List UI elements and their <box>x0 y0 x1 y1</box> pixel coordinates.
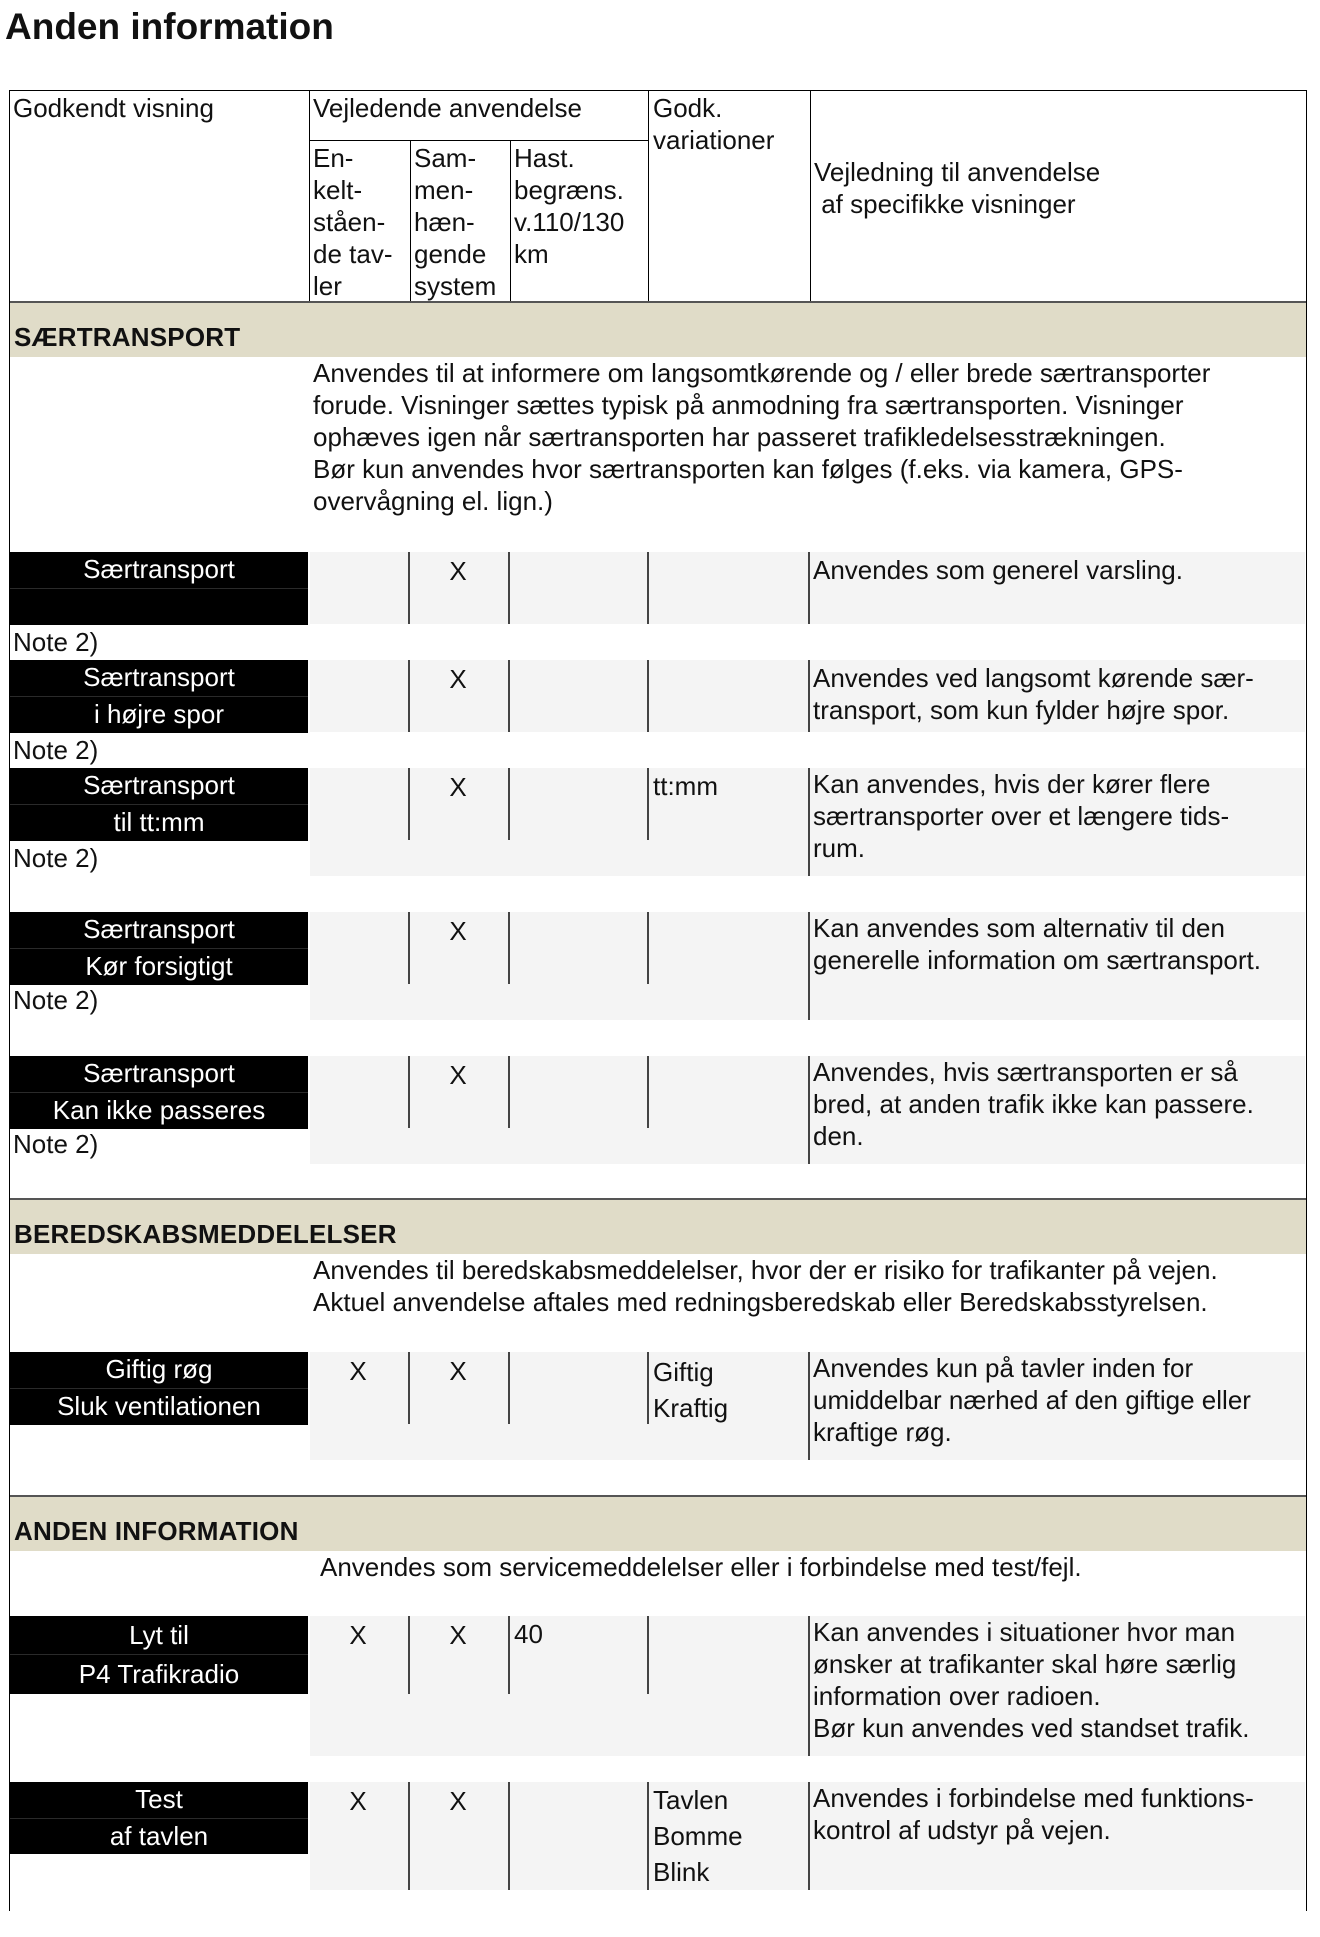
sign-giftig-roeg: Giftig røg Sluk ventilationen <box>10 1352 308 1425</box>
guidance-text: Kan anvendes, hvis der kører flere særtransporter over et længere tids- rum. <box>813 769 1230 863</box>
section-description: Anvendes til beredskabsmeddelelser, hvor der er risiko for trafikanter på vejen. Aktuel anvendelse aftales med redningsberedskab eller Beredskabsstyrelsen. <box>313 1255 1218 1317</box>
note-label: Note 2) <box>13 985 99 1015</box>
sign-saertransport-kan-ikke-passeres: Særtransport Kan ikke passeres <box>10 1056 308 1129</box>
mark-sammenhaengende: X <box>449 556 467 586</box>
section-heading-anden-information: ANDEN INFORMATION <box>10 1495 1306 1551</box>
header-hastighed: Hast. begræns. v.110/130 km <box>514 143 625 269</box>
header-vejledende-anvendelse: Vejledende anvendelse <box>313 93 582 123</box>
sign-lyt-til-p4: Lyt til P4 Trafikradio <box>10 1616 308 1694</box>
guidance-text: Kan anvendes i situationer hvor man ønsker at trafikanter skal høre særlig information over radioen. Bør kun anvendes ved standset trafik. <box>813 1617 1250 1743</box>
guidance-text: Anvendes ved langsomt kørende sær- transport, som kun fylder højre spor. <box>813 663 1254 725</box>
sign-test-af-tavlen: Test af tavlen <box>10 1782 308 1854</box>
mark-sammenhaengende: X <box>449 664 467 694</box>
note-label: Note 2) <box>13 843 99 873</box>
sign-saertransport-til-tid: Særtransport til tt:mm <box>10 768 308 841</box>
mark-sammenhaengende: X <box>449 1620 467 1650</box>
note-label: Note 2) <box>13 627 99 657</box>
section-description: Anvendes til at informere om langsomtkørende og / eller brede særtransporter forude. Visninger sættes typisk på anmodning fra særtransporten. Visninger ophæves igen når særtransporten har passeret trafikledelsesstrækningen. Bør kun anvendes hvor særtransporten kan følges (f.eks. via kamera, GPS- overvågning el. lign.) <box>313 358 1211 516</box>
variation-text: Tavlen Bomme Blink <box>653 1785 743 1887</box>
page-title: Anden information <box>5 6 334 47</box>
header-godkendt-visning: Godkendt visning <box>13 93 214 123</box>
note-label: Note 2) <box>13 735 99 765</box>
guidance-text: Anvendes kun på tavler inden for umiddelbar nærhed af den giftige eller kraftige røg. <box>813 1353 1251 1447</box>
header-sammenhaengende: Sam- men- hæn- gende system <box>414 143 497 301</box>
variation-text: Giftig Kraftig <box>653 1357 729 1423</box>
mark-enkeltstaaende: X <box>349 1620 367 1650</box>
guidance-text: Anvendes som generel varsling. <box>813 555 1183 585</box>
guidance-text: Anvendes i forbindelse med funktions- kontrol af udstyr på vejen. <box>813 1783 1254 1845</box>
guidance-text: Anvendes, hvis særtransporten er så bred, at anden trafik ikke kan passere. den. <box>813 1057 1254 1151</box>
mark-sammenhaengende: X <box>449 1060 467 1090</box>
section-heading-saertransport: SÆRTRANSPORT <box>10 301 1306 357</box>
header-godk-variationer: Godk. variationer <box>653 93 775 155</box>
mark-enkeltstaaende: X <box>349 1356 367 1386</box>
sign-saertransport: Særtransport <box>10 552 308 625</box>
header-enkeltstaaende: En- kelt- ståen- de tav- ler <box>313 143 393 301</box>
header-vejledning: Vejledning til anvendelse af specifikke visninger <box>814 157 1101 219</box>
mark-sammenhaengende: X <box>449 916 467 946</box>
speed-limit-value: 40 <box>514 1619 543 1649</box>
mark-sammenhaengende: X <box>449 1356 467 1386</box>
section-heading-beredskabsmeddelelser: BEREDSKABSMEDDELELSER <box>10 1198 1306 1254</box>
mark-sammenhaengende: X <box>449 1786 467 1816</box>
variation-text: tt:mm <box>653 771 718 801</box>
mark-enkeltstaaende: X <box>349 1786 367 1816</box>
guidance-text: Kan anvendes som alternativ til den generelle information om særtransport. <box>813 913 1261 975</box>
mark-sammenhaengende: X <box>449 772 467 802</box>
sign-saertransport-koer-forsigtigt: Særtransport Kør forsigtigt <box>10 912 308 985</box>
sign-saertransport-hoejre-spor: Særtransport i højre spor <box>10 660 308 733</box>
section-description: Anvendes som servicemeddelelser eller i forbindelse med test/fejl. <box>320 1552 1082 1582</box>
note-label: Note 2) <box>13 1129 99 1159</box>
